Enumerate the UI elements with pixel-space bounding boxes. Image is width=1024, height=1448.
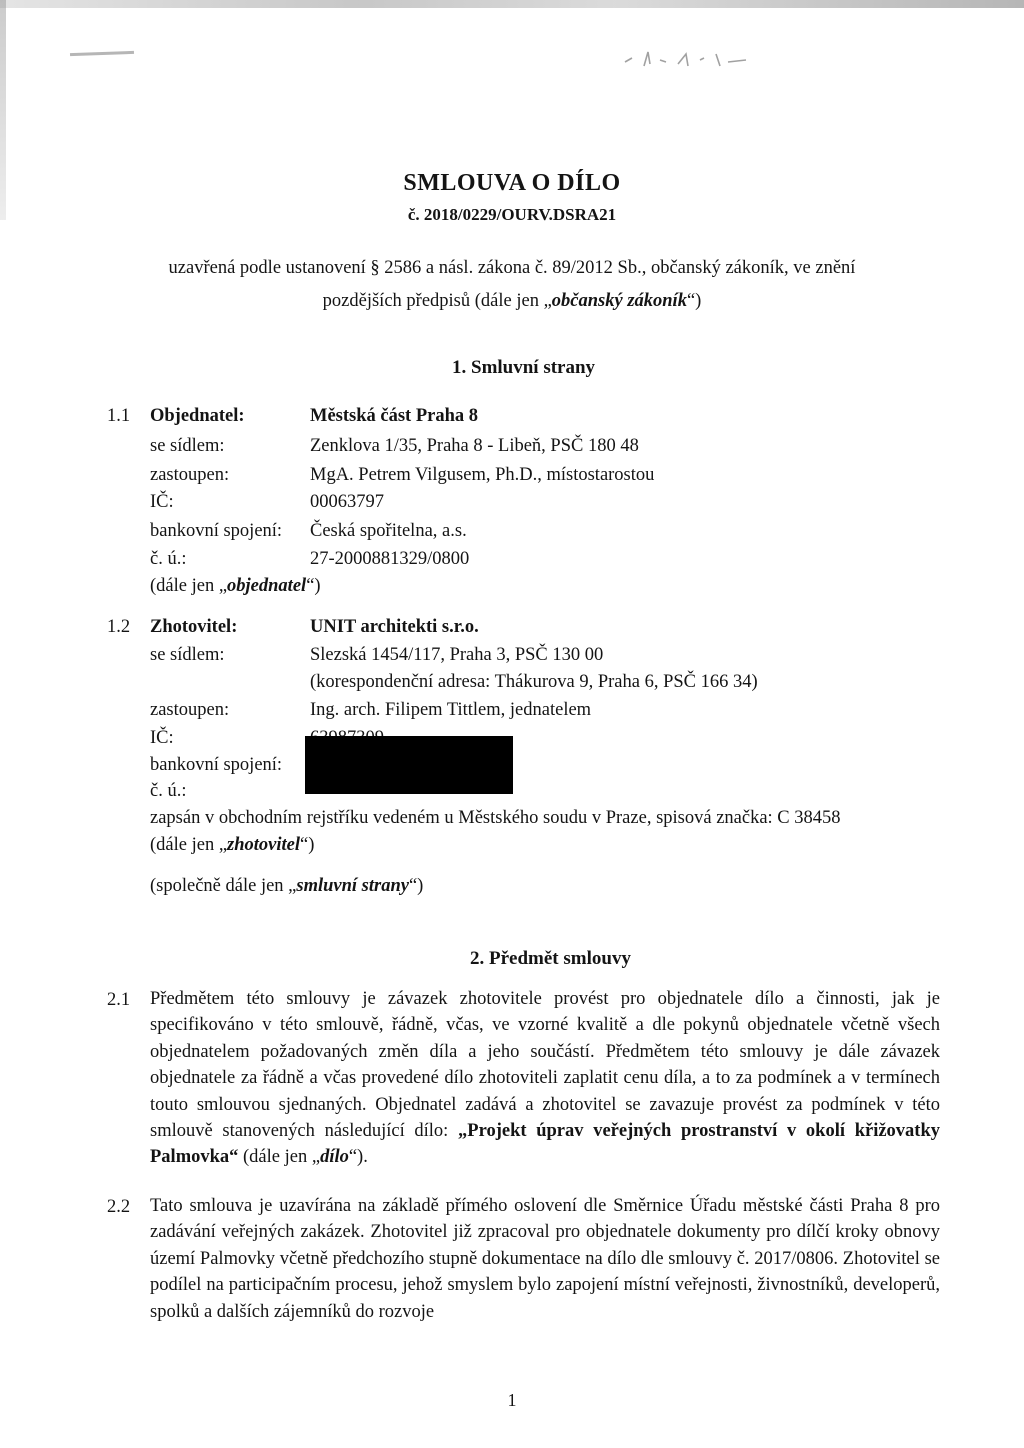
clause-2-1-number: 2.1 [107,990,131,1010]
scan-edge-top [0,0,1024,8]
party-1-rep-label: zastoupen: [150,465,230,485]
party-2-rep: Ing. arch. Filipem Tittlem, jednatelem [310,700,592,720]
section-2-heading: 2. Předmět smlouvy [470,948,631,969]
party-2-name: UNIT architekti s.r.o. [310,617,479,637]
section-1-heading: 1. Smluvní strany [452,357,596,378]
party-1-ic: 00063797 [310,492,384,512]
party-2-register: zapsán v obchodním rejstříku vedeném u Městského soudu v Praze, spisová značka: C 38458 [150,808,841,828]
work-title: „Projekt úprav veřejných prostranství v okolí křižovatky Palmovka“ [150,1121,940,1168]
party-2-seat-label: se sídlem: [150,645,225,665]
party-2-bank-label: bankovní spojení: [150,755,283,775]
party-1-account-label: č. ú.: [150,549,187,569]
party-2-role: Zhotovitel: [150,617,238,637]
contract-number: č. 2018/0229/OURV.DSRA21 [407,205,617,224]
party-1-bank-label: bankovní spojení: [150,521,283,541]
page-number: 1 [507,1390,517,1410]
party-2-seat: Slezská 1454/117, Praha 3, PSČ 130 00 [310,645,604,665]
scan-artifact-signature [620,48,750,70]
party-1-account: 27-2000881329/0800 [310,549,470,569]
party-1-alias: (dále jen „objednatel“) [150,576,321,596]
party-1-name: Městská část Praha 8 [310,406,479,426]
party-2-number: 1.2 [107,617,131,637]
party-1-rep: MgA. Petrem Vilgusem, Ph.D., místostarostou [310,465,655,485]
clause-2-1-text: Předmětem této smlouvy je závazek zhotovitele provést pro objednatele dílo a činnosti, jak je specifikováno v této smlouvě, řádně, včas, ve vzorné kvalitě a dle pokynů objednatele včetně všech objednatelem požadovaných změn díla a jeho součástí. Předmětem této smlouvy je dále závazek objednatele za řádně a včas provedené dílo zhotoviteli zaplatit cenu díla, a to za podmínek a v termínech touto smlouvou sjednaných. Objednatel zadává a zhotovitel se zavazuje provést za podmínek v této smlouvě stanovených následující dílo: „Projekt úprav veřejných prostranství v okolí křižovatky Palmovka“ (dále jen „dílo“). [150,989,940,1168]
party-2-alias: (dále jen „zhotovitel“) [150,835,315,855]
party-1-seat-label: se sídlem: [150,436,225,456]
scan-artifact [70,51,134,56]
redaction-box [305,736,513,794]
party-1-role: Objednatel: [150,406,245,426]
party-2-account-label: č. ú.: [150,781,187,801]
party-1-ic-label: IČ: [150,492,174,512]
clause-2-2-number: 2.2 [107,1197,131,1217]
party-1-number: 1.1 [107,406,131,426]
preamble-line-2: pozdějších předpisů (dále jen „občanský zákoník“) [322,291,702,311]
party-2-rep-label: zastoupen: [150,700,230,720]
party-2-ic-label: IČ: [150,728,174,748]
party-1-bank: Česká spořitelna, a.s. [310,521,467,541]
preamble-defined-term: občanský zákoník [551,291,687,311]
parties-joint-alias: (společně dále jen „smluvní strany“) [150,876,424,896]
clause-2-2-text: Tato smlouva je uzavírána na základě přímého oslovení dle Směrnice Úřadu městské části Praha 8 pro zadávání veřejných zakázek. Zhotovitel již zpracoval pro objednatele dokumenty pro dílčí kroky obnovy území Palmovky včetně předchozího stupně dokumentace na dílo dle smlouvy č. 2017/0806. Zhotovitel se podílel na participačním procesu, jehož smyslem bylo zapojení místní veřejnosti, živnostníků, developerů, spolků a dalších zájemníků do rozvoje [150,1196,940,1322]
party-1-seat: Zenklova 1/35, Praha 8 - Libeň, PSČ 180 48 [310,436,639,456]
document-title: SMLOUVA O DÍLO [403,170,621,196]
party-2-correspondence: (korespondenční adresa: Thákurova 9, Praha 6, PSČ 166 34) [310,672,758,692]
preamble-line-1: uzavřená podle ustanovení § 2586 a násl. zákona č. 89/2012 Sb., občanský zákoník, ve znění [168,258,856,278]
